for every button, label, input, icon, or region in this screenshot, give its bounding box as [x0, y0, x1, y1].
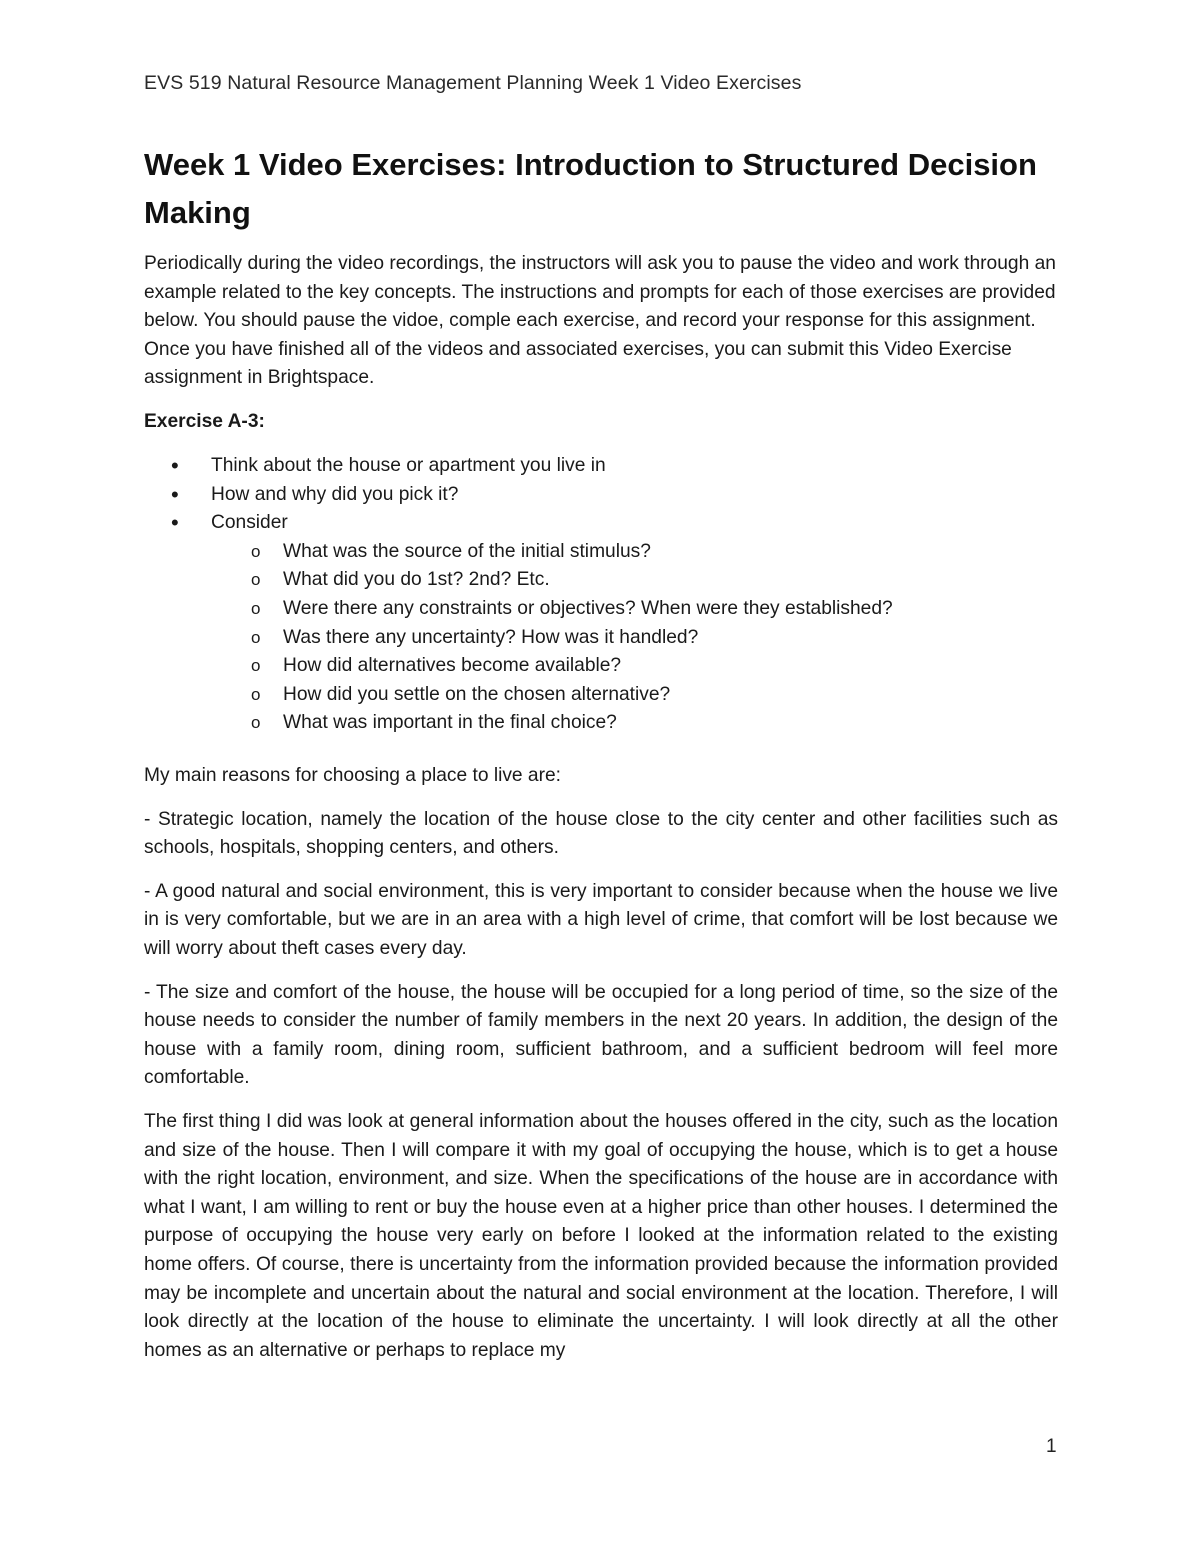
exercise-heading: Exercise A-3: — [144, 411, 265, 432]
response-paragraph: - Strategic location, namely the location of the house close to the city center and other facilities such as schools, hospitals, shopping centers, and others. — [144, 808, 1058, 859]
bullet-item — [144, 509, 1059, 738]
exercise-bullet-list — [144, 452, 1059, 738]
bullet-text: How and why did you pick it? — [211, 483, 459, 505]
page-header: EVS 519 Natural Resource Management Planning Week 1 Video Exercises — [144, 72, 802, 94]
sub-bullet-item: o How did alternatives become available? — [211, 652, 1059, 681]
sub-bullet-item: o What was the source of the initial stimulus? — [211, 538, 1059, 567]
sub-bullet-list — [211, 538, 1059, 738]
bullet-item — [144, 452, 1059, 481]
response-intro: My main reasons for choosing a place to live are: — [144, 765, 562, 786]
sub-bullet-item: o Were there any constraints or objectives? When were they established? — [211, 595, 1059, 624]
page-number: 1 — [1046, 1436, 1057, 1457]
sub-bullet-item: o Was there any uncertainty? How was it handled? — [211, 624, 1059, 653]
bullet-item — [144, 481, 1059, 510]
sub-bullet-item: o What was important in the final choice? — [211, 709, 1059, 738]
intro-paragraph: Periodically during the video recordings, the instructors will ask you to pause the video and work through an example related to the key concepts. The instructions and prompts for each of those exercises are provided below. You should pause the vidoe, comple each exercise, and record your response for this assignment. Once you have finished all of the videos and associated exercises, you can submit this Video Exercise assignment in Brightspace. — [144, 253, 1056, 389]
bullet-text: Think about the house or apartment you live in — [211, 455, 606, 476]
bullet-text: Consider — [211, 512, 288, 534]
sub-bullet-item: o How did you settle on the chosen alternative? — [211, 681, 1059, 710]
response-body — [144, 762, 1058, 1380]
page-title: Week 1 Video Exercises: Introduction to Structured Decision Making — [144, 147, 1037, 230]
response-paragraph: The first thing I did was look at general information about the houses offered in the city, such as the location and size of the house. Then I will compare it with my goal of occupying the house, which is to get a house with the right location, environment, and size. When the specifications of the house are in accordance with what I want, I am willing to rent or buy the house even at a higher price than other houses. I determined the purpose of occupying the house very early on before I looked at the information related to the existing home offers. Of course, there is uncertainty from the information provided because the information provided may be incomplete and uncertain about the natural and social environment at the location. Therefore, I will look directly at the location of the house to eliminate the uncertainty. I will look directly at all the other homes as an alternative or perhaps to replace my — [144, 1110, 1058, 1361]
response-paragraph: - The size and comfort of the house, the house will be occupied for a long period of time, so the size of the house needs to consider the number of family members in the next 20 years. In addition, the design of the house with a family room, dining room, sufficient bathroom, and a sufficient bedroom will feel more comfortable. — [144, 981, 1058, 1089]
response-paragraph: - A good natural and social environment, this is very important to consider because when the house we live in is very comfortable, but we are in an area with a high level of crime, that comfort will be lost because we will worry about theft cases every day. — [144, 880, 1058, 959]
sub-bullet-item: o What did you do 1st? 2nd? Etc. — [211, 566, 1059, 595]
